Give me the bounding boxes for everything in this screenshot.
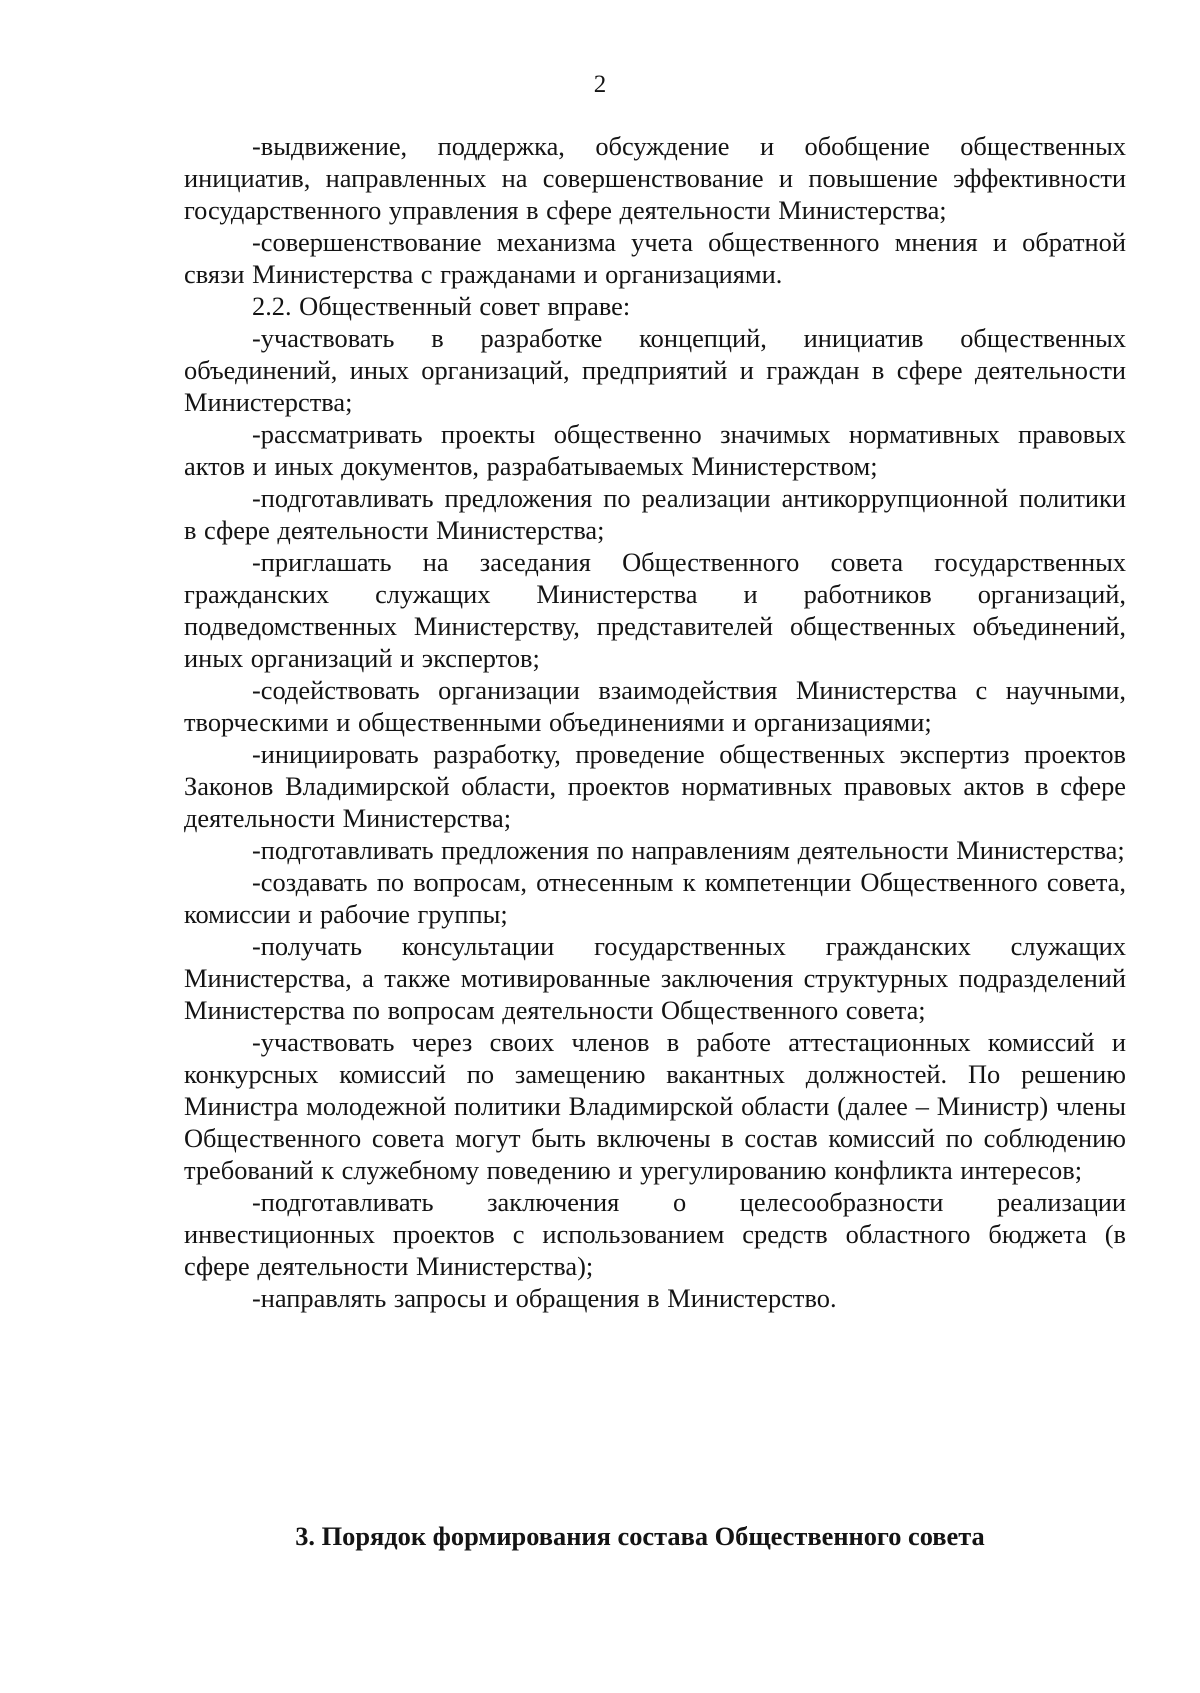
paragraph-initiate-expertise: -инициировать разработку, проведение общественных экспертиз проектов Законов Владимирской области, проектов нормативных правовых актов в сфере деятельности Министерства; bbox=[184, 739, 1126, 833]
paragraph-participate-concepts: -участвовать в разработке концепций, инициатив общественных объединений, иных организаций, предприятий и граждан в сфере деятельности Министерства; bbox=[184, 323, 1126, 417]
paragraph-invite-to-meetings: -приглашать на заседания Общественного совета государственных гражданских служащих Министерства и работников организаций, подведомственных Министерству, представителей общественных объединений, иных организаций и экспертов; bbox=[184, 547, 1126, 673]
paragraph-receive-consultations: -получать консультации государственных гражданских служащих Министерства, а также мотивированные заключения структурных подразделений Министерства по вопросам деятельности Общественного совета; bbox=[184, 931, 1126, 1025]
section-heading: 3. Порядок формирования состава Общественного совета bbox=[295, 1521, 985, 1551]
paragraph-send-requests: -направлять запросы и обращения в Министерство. bbox=[252, 1283, 837, 1313]
paragraph-attestation-commissions: -участвовать через своих членов в работе аттестационных комиссий и конкурсных комиссий по замещению вакантных должностей. По решению Министра молодежной политики Владимирской области (далее – Министр) члены Общественного совета могут быть включены в состав комиссий по соблюдению требований к служебному поведению и урегулированию конфликта интересов; bbox=[184, 1027, 1126, 1185]
paragraph-clause-2-2: 2.2. Общественный совет вправе: bbox=[252, 291, 631, 321]
paragraph-anticorruption: -подготавливать предложения по реализации антикоррупционной политики в сфере деятельности Министерства; bbox=[184, 483, 1126, 545]
paragraph-investment-conclusions: -подготавливать заключения о целесообразности реализации инвестиционных проектов с использованием средств областного бюджета (в сфере деятельности Министерства); bbox=[184, 1187, 1126, 1281]
paragraph-create-commissions: -создавать по вопросам, отнесенным к компетенции Общественного совета, комиссии и рабочие группы; bbox=[184, 867, 1126, 929]
paragraph-public-initiatives: -выдвижение, поддержка, обсуждение и обобщение общественных инициатив, направленных на совершенствование и повышение эффективности государственного управления в сфере деятельности Министерства; bbox=[184, 131, 1126, 225]
paragraph-review-drafts: -рассматривать проекты общественно значимых нормативных правовых актов и иных документов, разрабатываемых Министерством; bbox=[184, 419, 1126, 481]
paragraph-prepare-proposals: -подготавливать предложения по направлениям деятельности Министерства; bbox=[252, 835, 1125, 865]
page-number: 2 bbox=[593, 71, 607, 98]
paragraph-promote-cooperation: -содействовать организации взаимодействия Министерства с научными, творческими и общественными объединениями и организациями; bbox=[184, 675, 1126, 737]
paragraph-feedback-mechanism: -совершенствование механизма учета общественного мнения и обратной связи Министерства с гражданами и организациями. bbox=[184, 227, 1126, 289]
document-body bbox=[184, 130, 1126, 1314]
